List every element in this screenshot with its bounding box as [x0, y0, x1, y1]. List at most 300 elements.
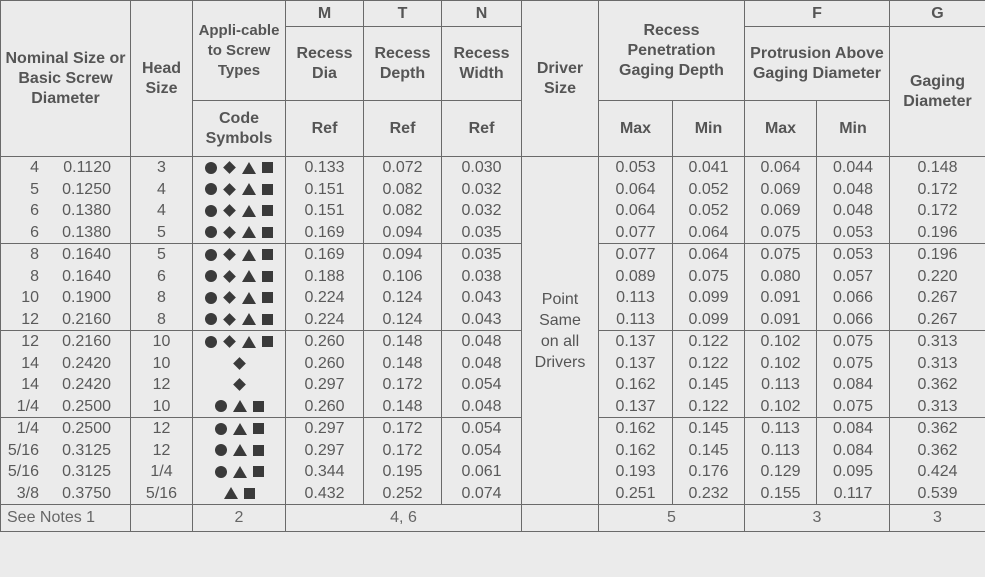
size-line [1, 179, 130, 201]
n-value: 0.030 [461, 159, 502, 176]
fmax-value: 0.075 [760, 223, 801, 241]
t-value: 0.124 [382, 310, 423, 328]
triangle-icon [233, 400, 247, 412]
circle-icon [205, 249, 217, 261]
triangle-icon [224, 487, 238, 499]
protrusion-max-cell [745, 244, 817, 331]
t-ref-header: Ref [364, 101, 442, 157]
basic-diameter: 0.2420 [62, 376, 111, 393]
f-letter: F [745, 1, 890, 27]
n-value: 0.054 [461, 420, 502, 437]
recess-dia-cell [286, 331, 364, 418]
n-value: 0.054 [461, 376, 502, 393]
pmax-value: 0.251 [615, 484, 656, 502]
t-value: 0.124 [382, 289, 423, 306]
head-value: 6 [157, 267, 166, 285]
g-value: 0.313 [917, 333, 958, 350]
size-line [1, 244, 130, 266]
gaging-diameter-cell [890, 331, 985, 418]
fmax-value: 0.102 [760, 354, 801, 372]
fmax-value: 0.113 [761, 376, 800, 393]
recess-dia-cell [286, 157, 364, 244]
nominal-size: 14 [21, 354, 39, 372]
basic-diameter: 0.1640 [62, 267, 111, 285]
head-value: 5/16 [145, 484, 178, 502]
size-line [1, 440, 130, 462]
n-value: 0.074 [461, 484, 502, 502]
head-size-cell [131, 418, 193, 505]
head-value: 10 [152, 354, 171, 372]
size-cell [1, 244, 131, 331]
g-value: 0.362 [917, 376, 958, 393]
notes-mtn: 4, 6 [286, 505, 522, 532]
symbol-line [193, 244, 285, 266]
notes-label: See Notes 1 [1, 505, 131, 532]
driver-note-text: Point Same on all Drivers [534, 290, 586, 371]
size-line [1, 200, 130, 222]
t-value: 0.172 [382, 420, 423, 437]
protrusion-max-cell [745, 331, 817, 418]
basic-diameter: 0.2160 [62, 310, 111, 328]
m-ref-header: Ref [286, 101, 364, 157]
g-value: 0.148 [917, 159, 958, 176]
head-value: 10 [152, 397, 171, 415]
head-size-cell [131, 157, 193, 244]
fmax-value: 0.129 [760, 463, 801, 480]
t-value: 0.252 [382, 484, 423, 502]
recess-depth-cell [364, 244, 442, 331]
head-value: 4 [157, 180, 166, 198]
pmin-value: 0.232 [688, 484, 729, 502]
g-value: 0.172 [917, 202, 958, 219]
m-value: 0.297 [304, 420, 345, 437]
square-icon [262, 314, 273, 325]
head-size-cell [131, 331, 193, 418]
notes-gaging: 3 [890, 505, 985, 532]
code-symbols-cell [193, 418, 286, 505]
g-value: 0.313 [917, 397, 958, 415]
head-value: 12 [152, 441, 171, 459]
m-value: 0.260 [304, 397, 345, 415]
fmin-value: 0.095 [832, 463, 874, 480]
n-value: 0.061 [461, 463, 502, 480]
diamond-icon [223, 313, 236, 326]
symbol-line [193, 418, 285, 440]
size-line [1, 418, 130, 440]
pmin-value: 0.075 [688, 267, 729, 285]
pmax-value: 0.113 [616, 310, 655, 328]
head-size-header: Head Size [131, 1, 193, 157]
m-value: 0.297 [304, 376, 345, 393]
m-value: 0.169 [304, 223, 345, 241]
basic-diameter: 0.2500 [62, 420, 111, 437]
nominal-size: 1/4 [16, 420, 39, 437]
basic-diameter: 0.1380 [62, 202, 111, 219]
symbol-line [193, 179, 285, 201]
recess-depth-cell [364, 331, 442, 418]
fmax-value: 0.155 [760, 484, 801, 502]
fmin-value: 0.075 [832, 354, 874, 372]
head-value: 3 [157, 159, 166, 176]
t-value: 0.172 [382, 441, 423, 459]
head-value: 1/4 [150, 463, 173, 480]
pmin-value: 0.052 [688, 180, 729, 198]
t-value: 0.148 [382, 354, 423, 372]
diamond-icon [223, 226, 236, 239]
diamond-icon [223, 183, 236, 196]
fmax-value: 0.091 [760, 289, 801, 306]
pmax-value: 0.053 [615, 159, 656, 176]
circle-icon [205, 313, 217, 325]
pmin-value: 0.122 [688, 354, 729, 372]
nominal-size: 8 [30, 246, 39, 263]
recess-depth-cell [364, 418, 442, 505]
penetration-max-cell [599, 331, 673, 418]
circle-icon [205, 162, 217, 174]
fmax-value: 0.113 [761, 441, 800, 459]
penetration-min-cell [673, 418, 745, 505]
symbol-line [193, 266, 285, 288]
symbol-line [193, 287, 285, 309]
symbol-line [193, 309, 285, 331]
pmin-value: 0.099 [688, 310, 729, 328]
recess-depth-header: Recess Depth [364, 27, 442, 101]
m-value: 0.432 [304, 484, 345, 502]
nominal-size: 14 [21, 376, 39, 393]
basic-diameter: 0.1640 [62, 246, 111, 263]
n-value: 0.035 [461, 223, 502, 241]
basic-diameter: 0.1900 [62, 289, 111, 306]
fmax-value: 0.064 [760, 159, 801, 176]
code-symbols-cell [193, 331, 286, 418]
penetration-min-cell [673, 157, 745, 244]
g-value: 0.172 [917, 180, 958, 198]
fmax-value: 0.075 [760, 246, 801, 263]
m-value: 0.151 [304, 180, 345, 198]
applicable-header: Appli-cable to Screw Types [193, 1, 286, 101]
symbol-line [193, 353, 285, 375]
pmin-value: 0.099 [688, 289, 729, 306]
circle-icon [215, 423, 227, 435]
triangle-icon [233, 466, 247, 478]
fmin-value: 0.048 [832, 180, 874, 198]
protrusion-max-cell [745, 157, 817, 244]
m-letter: M [286, 1, 364, 27]
pmax-value: 0.162 [615, 420, 656, 437]
m-value: 0.133 [304, 159, 345, 176]
diamond-icon [223, 291, 236, 304]
head-value: 12 [152, 376, 171, 393]
g-value: 0.362 [917, 441, 958, 459]
pmax-value: 0.162 [615, 376, 656, 393]
head-size-cell [131, 244, 193, 331]
recess-width-cell [442, 244, 522, 331]
nominal-size: 3/8 [16, 484, 39, 502]
nominal-size-header: Nominal Size or Basic Screw Diameter [1, 1, 131, 157]
notes-protrusion: 3 [745, 505, 890, 532]
basic-diameter: 0.2160 [62, 333, 111, 350]
fmin-value: 0.057 [832, 267, 874, 285]
fmax-value: 0.080 [760, 267, 801, 285]
square-icon [262, 336, 273, 347]
penetration-max-cell [599, 157, 673, 244]
t-value: 0.195 [382, 463, 423, 480]
size-cell [1, 418, 131, 505]
size-line [1, 309, 130, 331]
square-icon [262, 184, 273, 195]
diamond-icon [233, 378, 246, 391]
size-line [1, 396, 130, 418]
n-value: 0.043 [461, 289, 502, 306]
triangle-icon [242, 270, 256, 282]
fmax-value: 0.113 [761, 420, 800, 437]
nominal-size: 1/4 [16, 397, 39, 415]
gaging-diameter-cell [890, 418, 985, 505]
pmax-value: 0.089 [615, 267, 656, 285]
fmin-value: 0.048 [832, 202, 874, 219]
protrusion-min-header: Min [817, 101, 890, 157]
protrusion-header: Protrusion Above Gaging Diameter [745, 27, 890, 101]
gaging-diameter-cell [890, 244, 985, 331]
head-value: 5 [157, 246, 166, 263]
n-value: 0.032 [461, 180, 502, 198]
size-line [1, 222, 130, 244]
recess-depth-cell [364, 157, 442, 244]
m-value: 0.224 [304, 310, 345, 328]
symbol-line [193, 483, 285, 505]
fmax-value: 0.069 [760, 180, 801, 198]
nominal-size: 6 [30, 202, 39, 219]
t-value: 0.148 [382, 333, 423, 350]
notes-penetration: 5 [599, 505, 745, 532]
t-value: 0.172 [382, 376, 423, 393]
circle-icon [205, 205, 217, 217]
protrusion-max-header: Max [745, 101, 817, 157]
n-letter: N [442, 1, 522, 27]
diamond-icon [223, 161, 236, 174]
square-icon [262, 271, 273, 282]
t-value: 0.082 [382, 180, 423, 198]
table-body [1, 157, 985, 505]
row-group [1, 244, 985, 331]
head-value: 4 [157, 202, 166, 219]
fmin-value: 0.044 [832, 159, 874, 176]
nominal-size: 8 [30, 267, 39, 285]
m-value: 0.224 [304, 289, 345, 306]
fmin-value: 0.084 [832, 441, 874, 459]
m-value: 0.297 [304, 441, 345, 459]
n-value: 0.054 [461, 441, 502, 459]
recess-width-cell [442, 331, 522, 418]
basic-diameter: 0.1380 [62, 223, 111, 241]
pmax-value: 0.137 [615, 354, 656, 372]
code-symbols-cell [193, 244, 286, 331]
symbol-line [193, 200, 285, 222]
size-line [1, 461, 130, 483]
square-icon [253, 445, 264, 456]
t-value: 0.106 [382, 267, 423, 285]
size-cell [1, 331, 131, 418]
square-icon [262, 292, 273, 303]
fmax-value: 0.091 [760, 310, 801, 328]
nominal-size: 10 [21, 289, 39, 306]
pmin-value: 0.064 [688, 223, 729, 241]
row-group [1, 418, 985, 505]
protrusion-min-cell [817, 331, 890, 418]
diamond-icon [233, 357, 246, 370]
t-value: 0.148 [382, 397, 423, 415]
square-icon [262, 249, 273, 260]
fmin-value: 0.053 [832, 223, 874, 241]
circle-icon [205, 292, 217, 304]
g-value: 0.267 [917, 289, 958, 306]
triangle-icon [233, 423, 247, 435]
pmin-value: 0.041 [688, 159, 729, 176]
square-icon [262, 205, 273, 216]
protrusion-max-cell [745, 418, 817, 505]
pmin-value: 0.122 [688, 333, 729, 350]
triangle-icon [233, 444, 247, 456]
t-value: 0.094 [382, 223, 423, 241]
circle-icon [205, 183, 217, 195]
row-group [1, 331, 985, 418]
circle-icon [215, 400, 227, 412]
notes-applicable: 2 [193, 505, 286, 532]
symbol-line [193, 374, 285, 396]
square-icon [253, 401, 264, 412]
size-line [1, 331, 130, 353]
nominal-size: 5/16 [7, 463, 39, 480]
symbol-line [193, 461, 285, 483]
pmin-value: 0.064 [688, 246, 729, 263]
diamond-icon [223, 335, 236, 348]
nominal-size: 5 [30, 180, 39, 198]
symbol-line [193, 331, 285, 353]
symbol-line [193, 440, 285, 462]
size-line [1, 266, 130, 288]
basic-diameter: 0.2420 [62, 354, 111, 372]
pmin-value: 0.052 [688, 202, 729, 219]
nominal-size: 5/16 [7, 441, 39, 459]
diamond-icon [223, 270, 236, 283]
basic-diameter: 0.3125 [62, 441, 111, 459]
n-value: 0.043 [461, 310, 502, 328]
square-icon [262, 162, 273, 173]
recess-dia-cell [286, 244, 364, 331]
fmin-value: 0.075 [832, 397, 874, 415]
symbol-line [193, 222, 285, 244]
penetration-max-header: Max [599, 101, 673, 157]
t-letter: T [364, 1, 442, 27]
g-value: 0.220 [917, 267, 958, 285]
nominal-size: 4 [30, 159, 39, 176]
fmin-value: 0.084 [832, 420, 874, 437]
pmin-value: 0.145 [688, 441, 729, 459]
triangle-icon [242, 162, 256, 174]
penetration-min-header: Min [673, 101, 745, 157]
n-value: 0.048 [461, 354, 502, 372]
pmax-value: 0.137 [615, 333, 656, 350]
gaging-diameter-cell [890, 157, 985, 244]
head-value: 8 [157, 289, 166, 306]
recess-dia-header: Recess Dia [286, 27, 364, 101]
triangle-icon [242, 336, 256, 348]
driver-size-note [522, 157, 599, 505]
g-value: 0.196 [917, 223, 958, 241]
code-symbols-header: Code Symbols [193, 101, 286, 157]
recess-width-cell [442, 418, 522, 505]
pmin-value: 0.176 [688, 463, 729, 480]
fmax-value: 0.069 [760, 202, 801, 219]
recess-width-header: Recess Width [442, 27, 522, 101]
circle-icon [205, 226, 217, 238]
pmax-value: 0.077 [615, 223, 656, 241]
fmax-value: 0.102 [760, 333, 801, 350]
diamond-icon [223, 204, 236, 217]
recess-width-cell [442, 157, 522, 244]
recess-dia-cell [286, 418, 364, 505]
square-icon [262, 227, 273, 238]
notes-driver [522, 505, 599, 532]
triangle-icon [242, 313, 256, 325]
head-value: 5 [157, 223, 166, 241]
notes-row [1, 505, 985, 532]
m-value: 0.260 [304, 354, 345, 372]
n-value: 0.048 [461, 397, 502, 415]
triangle-icon [242, 292, 256, 304]
n-value: 0.048 [461, 333, 502, 350]
t-value: 0.072 [382, 159, 423, 176]
g-value: 0.424 [917, 463, 958, 480]
g-value: 0.539 [917, 484, 958, 502]
g-value: 0.196 [917, 246, 958, 263]
m-value: 0.344 [304, 463, 345, 480]
head-value: 10 [152, 333, 171, 350]
size-line [1, 353, 130, 375]
penetration-max-cell [599, 418, 673, 505]
size-line [1, 287, 130, 309]
fmin-value: 0.084 [832, 376, 874, 393]
penetration-min-cell [673, 244, 745, 331]
t-value: 0.082 [382, 202, 423, 219]
diamond-icon [223, 248, 236, 261]
pmin-value: 0.122 [688, 397, 729, 415]
pmax-value: 0.113 [616, 289, 655, 306]
symbol-line [193, 396, 285, 418]
fmin-value: 0.117 [833, 484, 873, 502]
square-icon [244, 488, 255, 499]
n-value: 0.032 [461, 202, 502, 219]
size-line [1, 157, 130, 179]
symbol-line [193, 157, 285, 179]
pmax-value: 0.077 [615, 246, 656, 263]
nominal-size: 12 [21, 333, 39, 350]
circle-icon [215, 444, 227, 456]
square-icon [253, 423, 264, 434]
driver-size-header: Driver Size [522, 1, 599, 157]
penetration-min-cell [673, 331, 745, 418]
protrusion-min-cell [817, 244, 890, 331]
head-value: 8 [157, 310, 166, 328]
t-value: 0.094 [382, 246, 423, 263]
circle-icon [205, 270, 217, 282]
pmax-value: 0.064 [615, 180, 656, 198]
g-letter: G [890, 1, 985, 27]
fmax-value: 0.102 [760, 397, 801, 415]
pmax-value: 0.162 [615, 441, 656, 459]
pmin-value: 0.145 [688, 420, 729, 437]
head-value: 12 [152, 420, 171, 437]
